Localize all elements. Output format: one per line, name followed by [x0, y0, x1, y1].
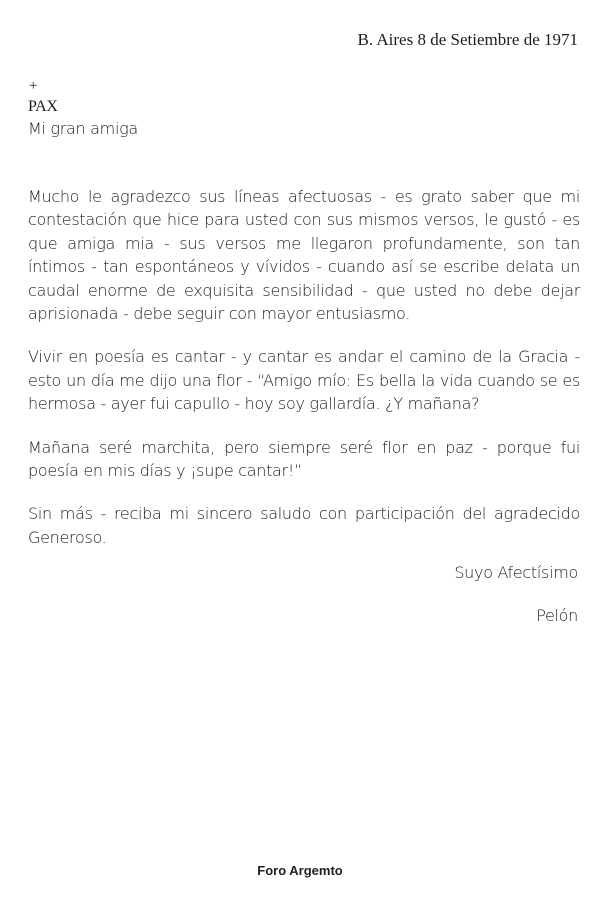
paragraph-4: Sin más - reciba mi sincero saludo con participación del agradecido Generoso. — [28, 504, 580, 547]
paragraph-1: Mucho le agradezco sus líneas afectuosas - es grato saber que mi contestación que hice para usted con sus mismos versos, le gustó - es que amiga mia - sus versos me llegaron profundamente, son tan íntimos - tan espontáneos y vívidos - cuando así se escribe delata un caudal enorme de exquisita sensibilidad - que usted no debe dejar aprisionada - debe seguir con mayor entusiasmo. — [28, 187, 580, 324]
paragraph-3: Mañana seré marchita, pero siempre seré flor en paz - porque fui poesía en mis días y ¡supe cantar!” — [28, 437, 580, 481]
closing-phrase: Suyo Afectísimo — [454, 563, 578, 582]
letter-date: B. Aires 8 de Setiembre de 1971 — [357, 30, 578, 49]
salutation: Mi gran amiga — [28, 119, 138, 138]
cross-mark: + — [29, 78, 38, 94]
letter-body — [28, 185, 580, 569]
paragraph-2: Vivir en poesía es cantar - y cantar es andar el camino de la Gracia - esto un día me dijo una flor - “Amigo mío: Es bella la vida cuando se es hermosa - ayer fui capullo - hoy soy gallardía. ¿Y mañana? — [28, 347, 580, 414]
signature: Pelón — [536, 606, 578, 625]
pax-heading: PAX — [28, 98, 58, 115]
letter-header — [28, 76, 138, 140]
footer-label: Foro Argemto — [257, 863, 343, 878]
